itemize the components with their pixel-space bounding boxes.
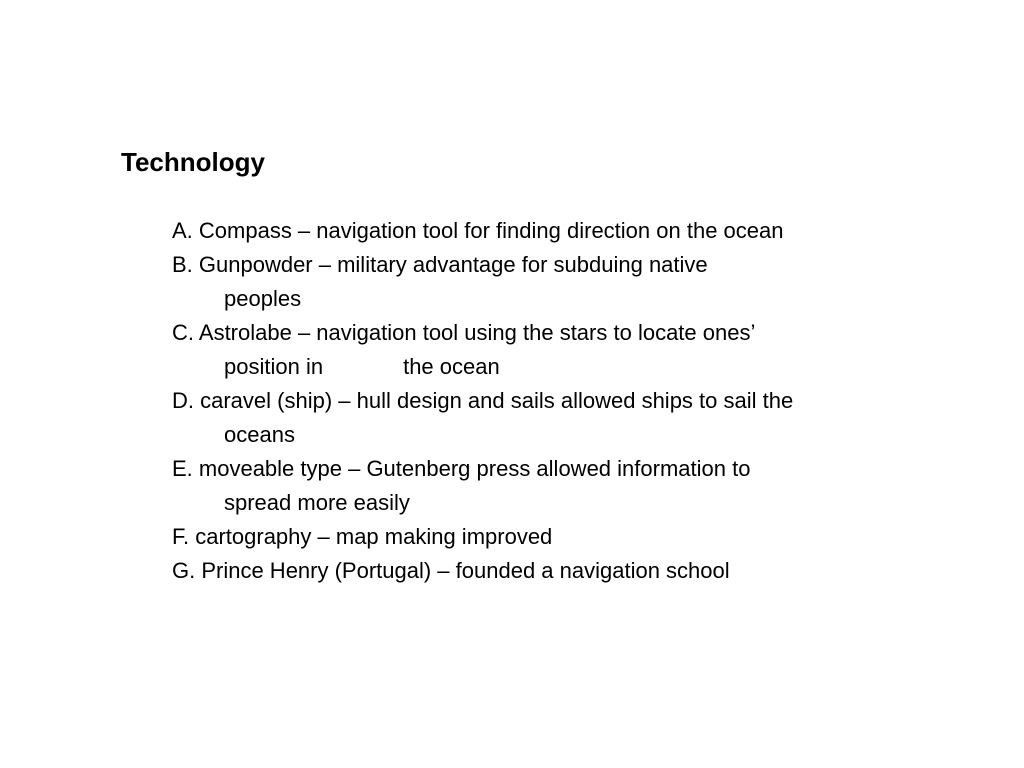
list-item-moveable-type: [172, 452, 932, 520]
list-item-gunpowder: [172, 248, 932, 316]
slide-title: Technology: [121, 147, 265, 177]
list-item-text: A. Compass – navigation tool for finding direction on the ocean: [172, 218, 784, 243]
list-item-compass: [172, 214, 932, 248]
list-item-text: C. Astrolabe – navigation tool using the stars to locate ones’: [172, 320, 756, 345]
list-item-continuation-part-2: the ocean: [403, 354, 500, 379]
list-item-continuation: spread more easily: [224, 490, 410, 515]
list-item-continuation: [172, 350, 932, 384]
list-item-continuation: peoples: [224, 286, 302, 311]
technology-list: [172, 214, 932, 588]
list-item-text: E. moveable type – Gutenberg press allowed information to: [172, 456, 751, 481]
list-item-caravel: [172, 384, 932, 452]
list-item-cartography: [172, 520, 932, 554]
list-item-text: D. caravel (ship) – hull design and sails allowed ships to sail the: [172, 388, 794, 413]
list-item-continuation: oceans: [224, 422, 295, 447]
list-item-text: F. cartography – map making improved: [172, 524, 553, 549]
list-item-prince-henry: [172, 554, 932, 588]
list-item-continuation-part-1: position in: [224, 354, 324, 379]
list-item-text: G. Prince Henry (Portugal) – founded a navigation school: [172, 558, 730, 583]
list-item-text: B. Gunpowder – military advantage for subduing native: [172, 252, 708, 277]
list-item-astrolabe: [172, 316, 932, 384]
